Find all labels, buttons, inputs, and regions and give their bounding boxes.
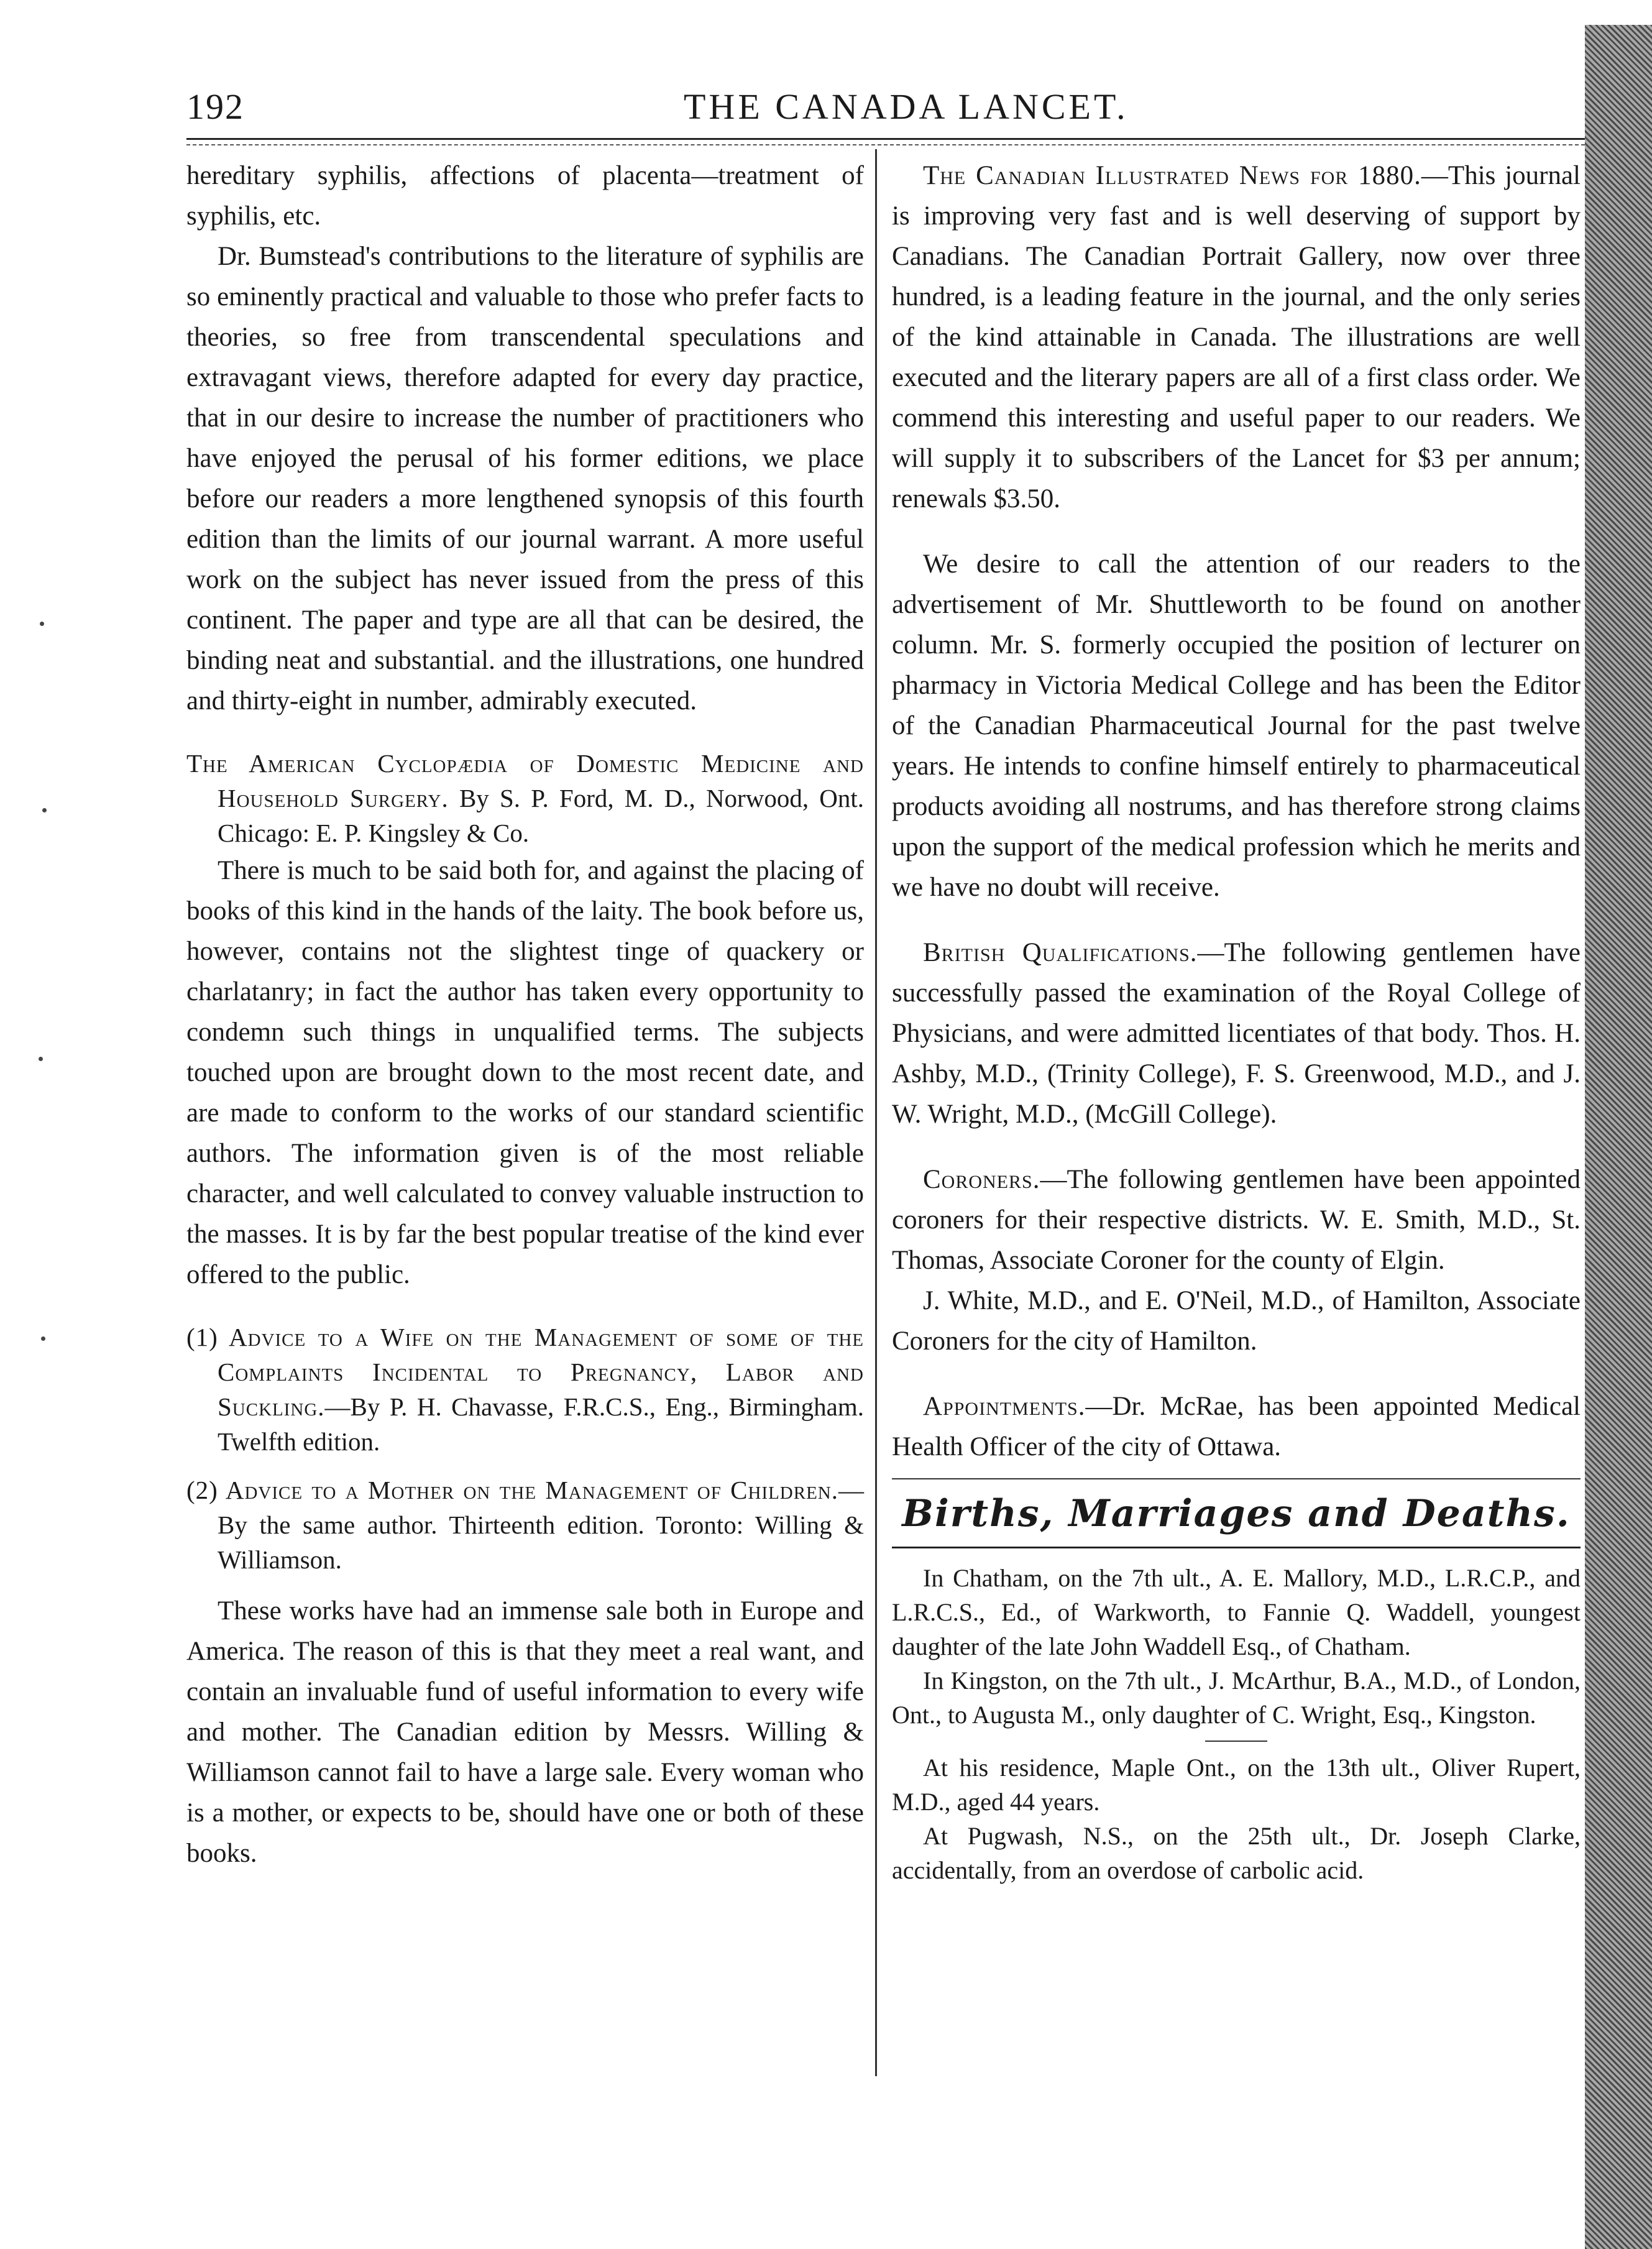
coroners-body: —The following gentlemen have been appointed coroners for their respective districts. W. E. Smith, M.D., St. Thomas, Associate Coroner for the county of Elgin.: [892, 1165, 1581, 1275]
appointments-notice: [892, 1386, 1581, 1467]
coroners-title: Coroners.: [923, 1165, 1040, 1194]
death-notice-rupert: At his residence, Maple Ont., on the 13th ult., Oliver Rupert, M.D., aged 44 years.: [892, 1754, 1581, 1816]
speck: [39, 1057, 43, 1061]
british-body: —The following gentlemen have successfully passed the examination of the Royal College of Physicians, and were admitted licentiates of that body. Thos. H. Ashby, M.D., (Trinity College), F. S. Greenwood, M.D., and J. W. Wright, M.D., (McGill College).: [892, 938, 1581, 1129]
advice-mother-details: —By the same author. Thirteenth edition. Toronto: Willing & Williamson.: [218, 1476, 864, 1574]
speck: [40, 622, 44, 626]
scan-specks: [37, 622, 50, 1368]
short-rule: [1205, 1741, 1267, 1742]
speck: [42, 808, 47, 812]
advice-wife-details: —By P. H. Chavasse, F.R.C.S., Eng., Birmingham. Twelfth edition.: [218, 1392, 864, 1456]
journal-title: THE CANADA LANCET.: [684, 86, 1129, 127]
cyclopaedia-title: The American Cyclopædia of Domestic Medicine and Household Surgery.: [186, 749, 864, 812]
marriage-notice-chatham: In Chatham, on the 7th ult., A. E. Mallory, M.D., L.R.C.P., and L.R.C.S., Ed., of Warkworth, to Fannie Q. Waddell, youngest daughter of the late John Waddell Esq., of Chatham.: [892, 1564, 1581, 1660]
canadian-illustrated-news-notice: [892, 155, 1581, 519]
column-divider: [875, 149, 877, 2076]
appointments-title: Appointments.: [923, 1392, 1086, 1421]
coroners-hamilton: J. White, M.D., and E. O'Neil, M.D., of Hamilton, Associate Coroners for the city of Hamilton.: [892, 1286, 1581, 1356]
births-marriages-deaths-heading: Births, Marriages and Deaths.: [902, 1492, 1571, 1535]
coroners-notice: [892, 1159, 1581, 1281]
header-rule-dashed: [186, 144, 1585, 145]
syphilis-continuation: hereditary syphilis, affections of placenta—treatment of syphilis, etc.: [186, 161, 864, 231]
right-column: [892, 155, 1581, 1887]
appointments-body: —Dr. McRae, has been appointed Medical Health Officer of the city of Ottawa.: [892, 1392, 1581, 1461]
speck: [41, 1336, 45, 1341]
section-rule: [892, 1478, 1581, 1479]
page-header: [186, 80, 1579, 136]
cyclopaedia-byline: By S. P. Ford, M. D., Norwood, Ont. Chicago: E. P. Kingsley & Co.: [218, 784, 864, 847]
shuttleworth-notice: We desire to call the attention of our readers to the advertisement of Mr. Shuttleworth to be found on another column. Mr. S. formerly occupied the position of lecturer on pharmacy in Victoria Medical College and has been the Editor of the Canadian Pharmaceutical Journal for the past twelve years. He intends to confine himself entirely to pharmaceutical products avoiding all nostrums, and has therefore strong claims upon the support of the medical profession which he merits and we have no doubt will receive.: [892, 550, 1581, 902]
marriage-notice-kingston: In Kingston, on the 7th ult., J. McArthur, B.A., M.D., of London, Ont., to Augusta M., only daughter of C. Wright, Esq., Kingston.: [892, 1667, 1581, 1729]
scan-binding-edge: [1585, 25, 1652, 2249]
cyclopaedia-citation: [186, 746, 864, 850]
advice-mother-citation: [186, 1473, 864, 1577]
advice-review: These works have had an immense sale both in Europe and America. The reason of this is that they meet a real want, and contain an invaluable fund of useful information to every wife and mother. The Canadian edition by Messrs. Willing & Williamson cannot fail to have a large sale. Every woman who is a mother, or expects to be, should have one or both of these books.: [186, 1596, 864, 1868]
page-number: 192: [186, 86, 244, 127]
header-rule: [186, 138, 1585, 140]
cin-title: The Canadian Illustrated News for 1880.: [923, 161, 1421, 190]
advice-wife-citation: [186, 1320, 864, 1459]
advice-mother-title: (2) Advice to a Mother on the Management of Children.: [186, 1476, 838, 1504]
british-qualifications: [892, 932, 1581, 1134]
cin-body: —This journal is improving very fast and is well deserving of support by Canadians. The Canadian Portrait Gallery, now over three hundred, is a leading feature in the journal, and the only series of the kind attainable in Canada. The illustrations are well executed and the literary papers are all of a first class order. We commend this interesting and useful paper to our readers. We will supply it to subscribers of the Lancet for $3 per annum; renewals $3.50.: [892, 161, 1581, 513]
left-column: [186, 155, 864, 1874]
cyclopaedia-review: There is much to be said both for, and against the placing of books of this kind in the hands of the laity. The book before us, however, contains not the slightest tinge of quackery or charlatanry; in fact the author has taken every opportunity to condemn such things in unqualified terms. The subjects touched upon are brought down to the most recent date, and are made to conform to the works of our standard scientific authors. The information given is of the most reliable character, and well calculated to convey valuable instruction to the masses. It is by far the best popular treatise of the kind ever offered to the public.: [186, 856, 864, 1289]
british-title: British Qualifications.: [923, 938, 1198, 967]
heading-rule: [892, 1547, 1581, 1548]
advice-wife-title: (1) Advice to a Wife on the Management of some of the Complaints Incidental to Pregnancy, Labor and Suckling.: [186, 1323, 864, 1421]
death-notice-clarke: At Pugwash, N.S., on the 25th ult., Dr. Joseph Clarke, accidentally, from an overdose of carbolic acid.: [892, 1822, 1581, 1884]
bumstead-review: Dr. Bumstead's contributions to the literature of syphilis are so eminently practical and valuable to those who prefer facts to theories, so free from transcendental speculations and extravagant views, therefore adapted for every day practice, that in our desire to increase the number of practitioners who have enjoyed the perusal of his former editions, we place before our readers a more lengthened synopsis of this fourth edition than the limits of our journal warrant. A more useful work on the subject has never issued from the press of this continent. The paper and type are all that can be desired, the binding neat and substantial. and the illustrations, one hundred and thirty-eight in number, admirably executed.: [186, 242, 864, 715]
